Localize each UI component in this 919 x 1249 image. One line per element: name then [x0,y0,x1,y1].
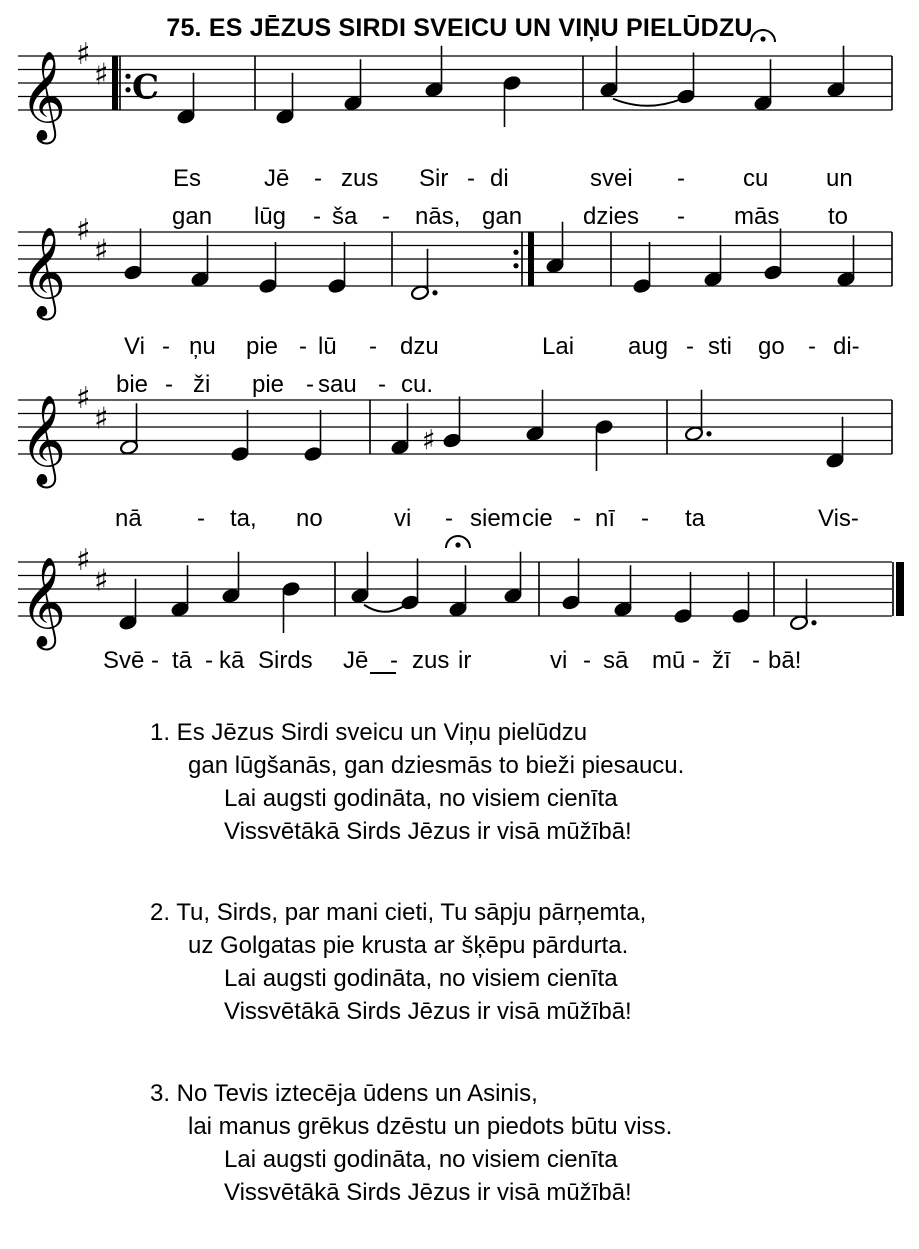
augmentation-dot [432,290,437,295]
lyric-syllable: ta [685,505,706,532]
verse-line: Vissvētākā Sirds Jēzus ir visā mūžībā! [224,1179,632,1206]
lyric-syllable: - [299,333,307,360]
lyric-syllable: - [165,371,173,398]
treble-clef-icon: 𝄞 [20,557,67,647]
sharp-icon: ♯ [422,423,436,457]
fermata-dot [760,36,765,41]
lyric-syllable: sti [708,333,732,360]
lyric-syllable: bā! [768,647,802,674]
lyric-syllable: nī [595,505,616,532]
sharp-icon: ♯ [76,543,91,578]
verse-1 [150,716,684,848]
lyric-syllable: ša [332,203,358,230]
lyric-syllable: Es [173,165,202,192]
repeat-dot [513,250,518,255]
lyric-syllable: - [314,165,322,192]
lyric-syllable: cu [743,165,769,192]
lyric-syllable: - [467,165,475,192]
lyric-syllable: ir [458,647,472,674]
augmentation-dot [706,431,711,436]
lyric-syllable: žī [712,647,731,674]
lyric-syllable: Svē [103,647,145,674]
verse-line: Lai augsti godināta, no visiem cienīta [224,965,618,992]
lyric-syllable: - [445,505,453,532]
lyric-syllable: Sir [419,165,449,192]
verse-2 [150,896,646,1028]
verse-line: 2. Tu, Sirds, par mani cieti, Tu sāpju pārņemta, [150,899,647,926]
lyric-syllable: sā [603,647,629,674]
sharp-icon: ♯ [94,57,109,93]
lyric-syllable: no [296,505,323,532]
lyric-syllable: mū [652,647,686,674]
lyric-syllable: di [490,165,509,192]
lyric-syllable: Jē [343,647,369,674]
lyric-syllable: siem [470,505,521,532]
lyric-syllable: - [378,371,386,398]
lyric-syllable: Jē [264,165,290,192]
lyric-syllable: to [828,203,849,230]
lyric-syllable: pie [252,371,285,398]
verse-3 [150,1077,672,1209]
sharp-icon: ♯ [94,563,109,599]
lyric-syllable: dzu [400,333,439,360]
lyric-syllable: - [686,333,694,360]
lyric-syllable: aug [628,333,669,360]
lyric-syllable: tā [172,647,193,674]
sharp-icon: ♯ [76,381,91,416]
lyric-syllable: Vi [124,333,145,360]
page-title: 75. ES JĒZUS SIRDI SVEICU UN VIŅU PIELŪDZU [166,14,753,42]
lyric-syllable: ta, [230,505,257,532]
lyric-syllable: - [205,647,213,674]
augmentation-dot [811,620,816,625]
treble-clef-icon: 𝄞 [20,227,67,317]
lyric-syllable: - [641,505,649,532]
lyric-syllable: - [677,165,685,192]
lyric-syllable: pie [246,333,279,360]
lyric-syllable: - [197,505,205,532]
lyric-syllable: - [808,333,816,360]
start-repeat-barline [112,56,118,110]
sharp-icon: ♯ [76,213,91,248]
sharp-icon: ♯ [94,401,109,437]
lyric-syllable: zus [412,647,450,674]
lyric-syllable: - [382,203,390,230]
lyric-syllable: gan [482,203,523,230]
lyric-syllable: - [752,647,760,674]
lyric-syllable: ži [193,371,211,398]
tie [613,99,682,106]
lyric-syllable: vi [550,647,568,674]
lyric-syllable: - [162,333,170,360]
lyric-syllable: Vis- [818,505,859,532]
final-barline [896,562,904,616]
lyric-syllable: - [677,203,685,230]
verse-line: Vissvētākā Sirds Jēzus ir visā mūžībā! [224,818,632,845]
lyric-syllable: go [758,333,785,360]
common-time-icon: C [132,67,160,108]
lyric-syllable: Sirds [258,647,313,674]
lyric-syllable: zus [341,165,379,192]
verse-line: uz Golgatas pie krusta ar šķēpu pārdurta. [188,932,629,959]
lyric-syllable: - [573,505,581,532]
repeat-dot [125,87,130,92]
lyric-syllable: vi [394,505,412,532]
repeat-dot [513,263,518,268]
lyric-syllable: nās, [415,203,461,230]
verse-line: Lai augsti godināta, no visiem cienīta [224,785,618,812]
repeat-dot [125,74,130,79]
lyric-syllable: lū [318,333,337,360]
tie [364,605,406,612]
lyric-syllable: - [369,333,377,360]
verse-line: 1. Es Jēzus Sirdi sveicu un Viņu pielūdzu [150,719,588,746]
lyric-syllable: - [583,647,591,674]
lyric-syllable: cie [522,505,553,532]
lyric-syllable: gan [172,203,213,230]
lyric-syllable: Lai [542,333,575,360]
lyric-syllable: - [151,647,159,674]
fermata-dot [455,542,460,547]
lyric-syllable: nā [115,505,142,532]
verse-line: Vissvētākā Sirds Jēzus ir visā mūžībā! [224,998,632,1025]
verse-line: 3. No Tevis iztecēja ūdens un Asinis, [150,1080,538,1107]
lyric-syllable: - [313,203,321,230]
end-repeat-barline [528,232,534,286]
lyric-syllable: mās [734,203,780,230]
lyric-syllable: bie [116,371,149,398]
lyric-syllable: dzies [583,203,640,230]
lyric-extender [370,650,396,674]
lyric-syllable: kā [219,647,245,674]
verse-line: lai manus grēkus dzēstu un piedots būtu viss. [188,1113,673,1140]
lyric-syllable: - [692,647,700,674]
lyric-syllable: di- [833,333,860,360]
lyric-syllable: ņu [189,333,216,360]
treble-clef-icon: 𝄞 [20,395,67,485]
verse-line: gan lūgšanās, gan dziesmās to bieži piesaucu. [188,752,685,779]
lyric-syllable: sau [318,371,357,398]
lyric-syllable: lūg [254,203,287,230]
sharp-icon: ♯ [94,233,109,269]
lyric-syllable: cu. [401,371,434,398]
lyric-syllable: - [306,371,314,398]
sharp-icon: ♯ [76,37,91,72]
lyric-syllable: un [826,165,853,192]
lyric-syllable: - [390,647,398,674]
treble-clef-icon: 𝄞 [20,51,67,141]
lyric-syllable: svei [590,165,633,192]
verse-line: Lai augsti godināta, no visiem cienīta [224,1146,618,1173]
